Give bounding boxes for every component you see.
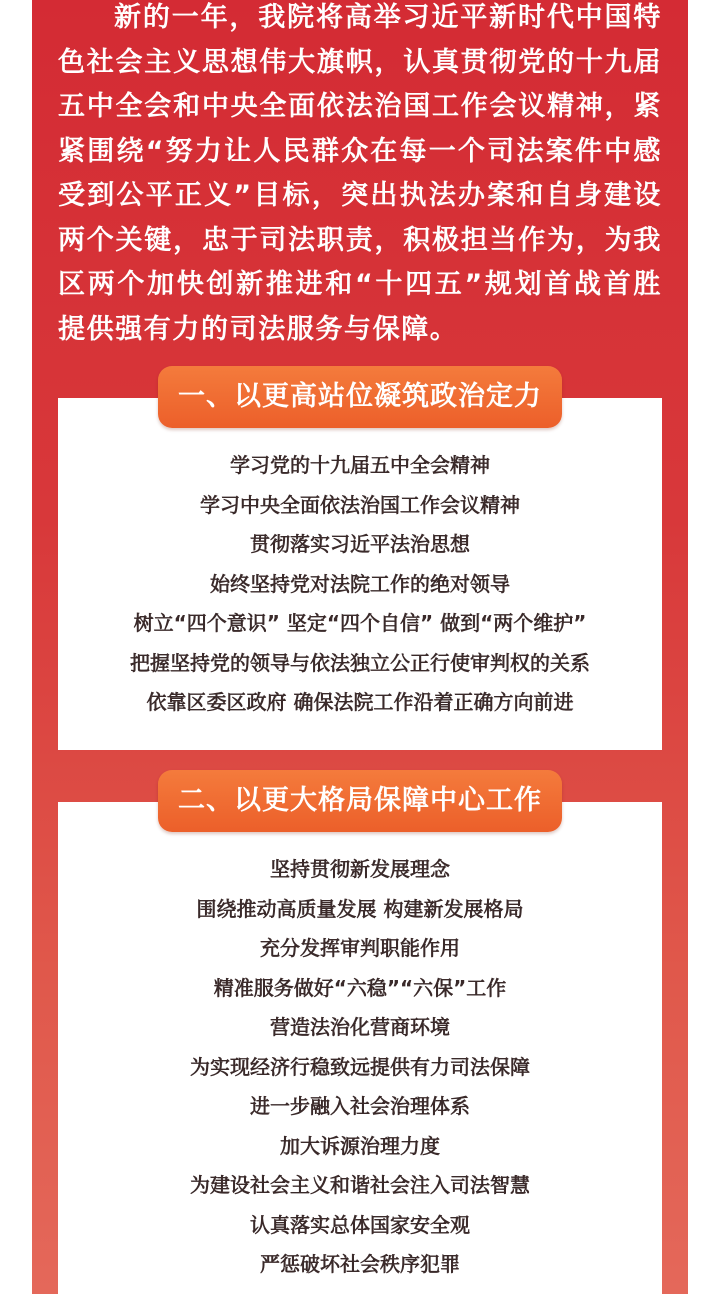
list-item: 为建设社会主义和谐社会注入司法智慧 [190,1173,530,1197]
list-item: 严惩破坏社会秩序犯罪 [260,1252,460,1276]
list-item: 认真落实总体国家安全观 [250,1212,470,1237]
list-item: 加大诉源治理力度 [280,1133,440,1158]
list-item: 进一步融入社会治理体系 [250,1094,470,1118]
section-card-2 [58,802,662,1294]
list-item: 把握坚持党的领导与依法独立公正行使审判权的关系 [130,650,590,675]
intro-paragraph: 新的一年，我院将高举习近平新时代中国特色社会主义思想伟大旗帜，认真贯彻党的十九届五中全会和中央全面依法治国工作会议精神，紧紧围绕“努力让人民群众在每一个司法案件中感受到公平正义”目标，突出执法办案和自身建设两个关键，忠于司法职责，积极担当作为，为我区两个加快创新推进和“十四五”规划首战首胜提供强有力的司法服务与保障。 [58,2,662,345]
list-item: 围绕推动高质量发展 构建新发展格局 [196,896,524,921]
list-item: 为实现经济行稳致远提供有力司法保障 [190,1054,530,1079]
section-1-list [58,446,662,723]
list-item: 学习中央全面依法治国工作会议精神 [200,492,520,517]
section-card-1 [58,398,662,750]
list-item: 坚持贯彻新发展理念 [270,857,450,881]
list-item: 充分发挥审判职能作用 [260,936,460,960]
list-item: 树立“四个意识” 坚定“四个自信” 做到“两个维护” [133,611,587,635]
list-item: 精准服务做好“六稳”“六保”工作 [213,975,507,1000]
list-item: 贯彻落实习近平法治思想 [250,532,470,556]
section-2-title: 二、以更大格局保障中心工作 [158,770,562,832]
section-2-list [58,850,662,1285]
list-item: 学习党的十九届五中全会精神 [230,453,490,477]
section-1-title: 一、以更高站位凝筑政治定力 [158,366,562,428]
list-item: 始终坚持党对法院工作的绝对领导 [210,571,510,596]
list-item: 依靠区委区政府 确保法院工作沿着正确方向前进 [146,690,574,714]
list-item: 营造法治化营商环境 [270,1015,450,1039]
